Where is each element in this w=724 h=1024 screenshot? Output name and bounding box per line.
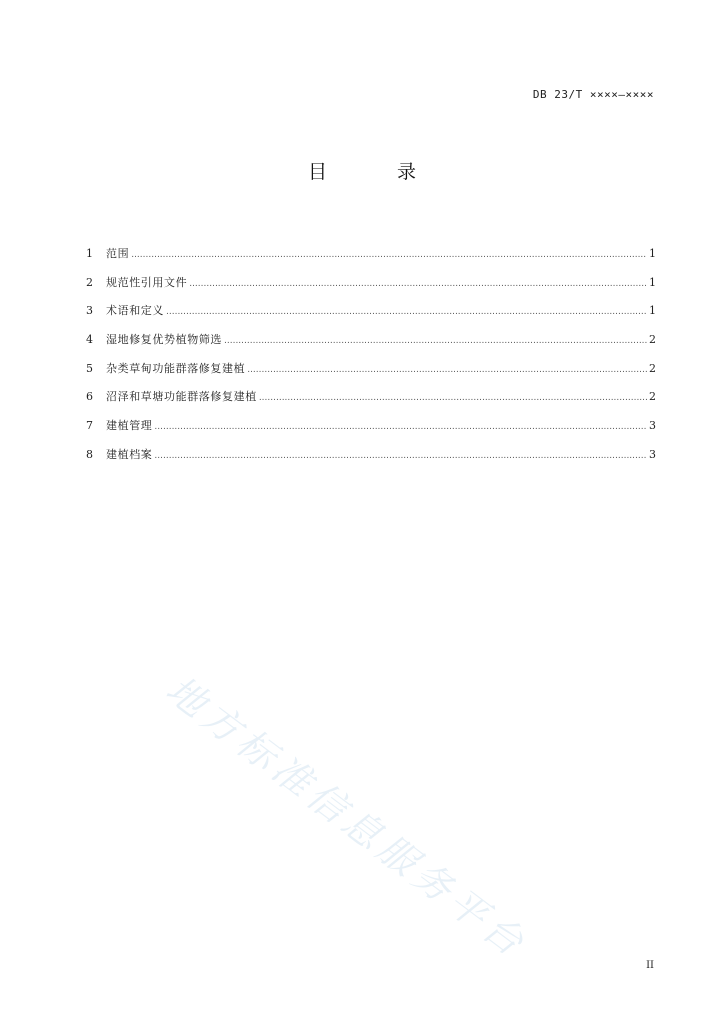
toc-entry[interactable] [86,388,656,417]
toc-entry-number: 1 [86,247,93,260]
toc-entry-title: 术语和定义 [106,304,164,318]
toc-entry-number: 7 [86,419,93,433]
toc-entry-page: 1 [649,304,656,318]
toc-entry-page: 2 [649,390,656,404]
toc-entry-number: 4 [86,333,93,347]
toc-entry[interactable] [86,274,656,303]
toc-entry-page: 2 [649,361,656,375]
toc-dot-leader [131,250,647,260]
page-number: II [646,960,654,971]
toc-dot-leader [154,451,647,461]
toc-entry-title: 规范性引用文件 [106,275,188,289]
toc-entry-number: 3 [86,304,93,318]
toc-entry-title: 沼泽和草塘功能群落修复建植 [106,390,257,404]
toc-entry[interactable] [86,302,656,331]
watermark: 地方标准信息服务平台 [158,667,536,968]
toc-entry-title: 湿地修复优势植物筛选 [106,333,222,347]
toc-list [86,245,656,475]
toc-entry[interactable] [86,360,656,389]
toc-dot-leader [259,393,647,403]
document-code: DB 23/T ××××—×××× [532,88,654,101]
toc-dot-leader [154,422,647,432]
toc-dot-leader [224,336,647,346]
toc-entry-page: 2 [649,333,656,347]
toc-entry[interactable] [86,331,656,360]
toc-dot-leader [166,307,647,317]
toc-entry-title: 建植管理 [106,419,153,433]
toc-entry-page: 1 [649,247,656,260]
toc-entry[interactable] [86,245,656,274]
toc-entry-number: 2 [86,275,93,289]
toc-entry-title: 范围 [106,247,130,260]
toc-entry[interactable] [86,446,656,475]
toc-entry-title: 杂类草甸功能群落修复建植 [106,361,246,375]
toc-entry-title: 建植档案 [106,447,153,461]
toc-entry-number: 8 [86,447,93,461]
toc-entry-number: 6 [86,390,93,404]
toc-entry-page: 3 [649,419,656,433]
toc-entry-page: 3 [649,447,656,461]
toc-entry[interactable] [86,417,656,446]
toc-dot-leader [189,279,647,289]
toc-dot-leader [247,365,647,375]
toc-entry-page: 1 [649,275,656,289]
toc-title: 目 录 [307,161,449,183]
toc-entry-number: 5 [86,361,93,375]
